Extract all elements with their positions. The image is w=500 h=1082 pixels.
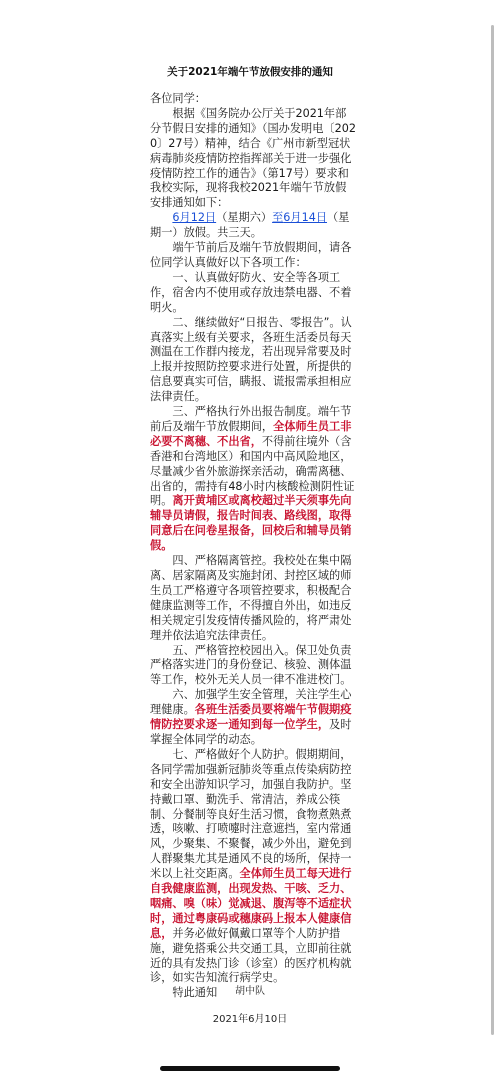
item-6-highlight: 各班生活委员要将端午节假期疫情防控要求逐一通知到每一位学生， — [150, 703, 352, 732]
paragraph-item-5: 五、严格管控校园出入。保卫处负责严格落实进门的身份登记、核验、测体温等工作，校外无关人员一律不准进校门。 — [150, 643, 352, 687]
document-title: 关于2021年端午节放假安排的通知 — [167, 66, 333, 78]
paragraph-holiday-dates — [150, 211, 356, 241]
signature: 胡中队 — [235, 986, 265, 997]
document-body — [150, 92, 356, 1001]
home-indicator[interactable] — [160, 1066, 340, 1071]
item-6-text-b: 及时掌握全体同学的动态。 — [150, 718, 352, 746]
item-6-text-a: 六、加强学生安全管理，关注学生心理健康。 — [150, 688, 352, 717]
date-link-start[interactable]: 6月12日 — [172, 211, 217, 225]
item-7-text-b: 并务必做好佩戴口罩等个人防护措施，避免搭乘公共交通工具，立即前往就近的具有发热门诊（诊室）的医疗机构就诊，如实告知流行病学史。 — [150, 926, 352, 985]
closing-line: 特此通知 — [172, 986, 218, 1000]
paragraph-intro: 端午节前后及端午节放假期间，请各位同学认真做好以下各项工作： — [150, 241, 352, 269]
item-7-text-a: 七、严格做好个人防护。假期期间，各同学需加强新冠肺炎等重点传染病防控和安全出游知识学习，加强自我防护。坚持戴口罩、勤洗手、常清洁，养成公筷制、分餐制等良好生活习惯，食物煮熟煮透，咳嗽、打喷嚏时注意遮挡，室内常通风，少聚集、不聚餐，减少外出，避免到人群聚集尤其是通风不良的场所，保持一米以上社交距离。 — [150, 747, 352, 881]
item-3-text-a: 三、严格执行外出报告制度。端午节前后及端午节放假期间， — [150, 405, 352, 433]
item-3-text-b: 不得前往境外（含香港和台湾地区）和国内中高风险地区，尽量减少省外旅游探亲活动，确需离穗、出省的，需持有48小时内核酸检测阴性证明。 — [150, 434, 355, 508]
date-to[interactable]: 至 — [272, 211, 284, 225]
paragraph-item-4: 四、严格隔离管控。我校处在集中隔离、居家隔离及实施封闭、封控区域的师生员工严格遵守各项管控要求，积极配合健康监测等工作，不得擅自外出，如违反相关规定引发疫情传播风险的，将严肃处理并依法追究法律责任。 — [150, 554, 352, 642]
paragraph-item-6 — [150, 688, 356, 748]
paragraph-item-7 — [150, 748, 356, 987]
paragraph-item-3 — [150, 405, 356, 554]
scrollbar[interactable] — [491, 25, 494, 1035]
date-link-end[interactable]: 6月14日 — [283, 211, 328, 225]
paragraph-item-2: 二、继续做好“日报告、零报告”。认真落实上级有关要求，各班生活委员每天测温在工作群内接龙，若出现异常要及时上报并按照防控要求进行处置，所提供的信息要真实可信，瞒报、谎报需承担相应法律责任。 — [150, 315, 352, 404]
weekday-start: （星期六） — [216, 211, 273, 225]
item-7-highlight: 全体师生员工每天进行自我健康监测，出现发热、干咳、乏力、咽痛、嗅（味）觉减退、腹泻等不适症状时，通过粤康码或穗康码上报本人健康信息， — [150, 867, 352, 940]
item-3-highlight-b: 离开黄埔区或离校超过半天须事先向辅导员请假，报告时间表、路线图，取得同意后在问卷星报备，回校后和辅导员销假。 — [150, 494, 352, 553]
paragraph-item-1: 一、认真做好防火、安全等各项工作，宿舍内不使用或存放违禁电器、不着明火。 — [150, 270, 352, 314]
paragraph-basis: 根据《国务院办公厅关于2021年部分节假日安排的通知》（国办发明电〔2020〕27号）精神，结合《广州市新型冠状病毒肺炎疫情防控指挥部关于进一步强化疫情防控工作的通告》（第17号）要求和我校实际，现将我校2021年端午节放假安排通知如下： — [150, 106, 356, 210]
item-3-highlight-a: 全体师生员工非必要不离穗、不出省， — [150, 419, 352, 448]
holiday-rest: （星期一）放假。共三天。 — [150, 211, 350, 240]
document-date: 2021年6月10日 — [212, 1014, 288, 1025]
salutation: 各位同学： — [150, 92, 206, 105]
